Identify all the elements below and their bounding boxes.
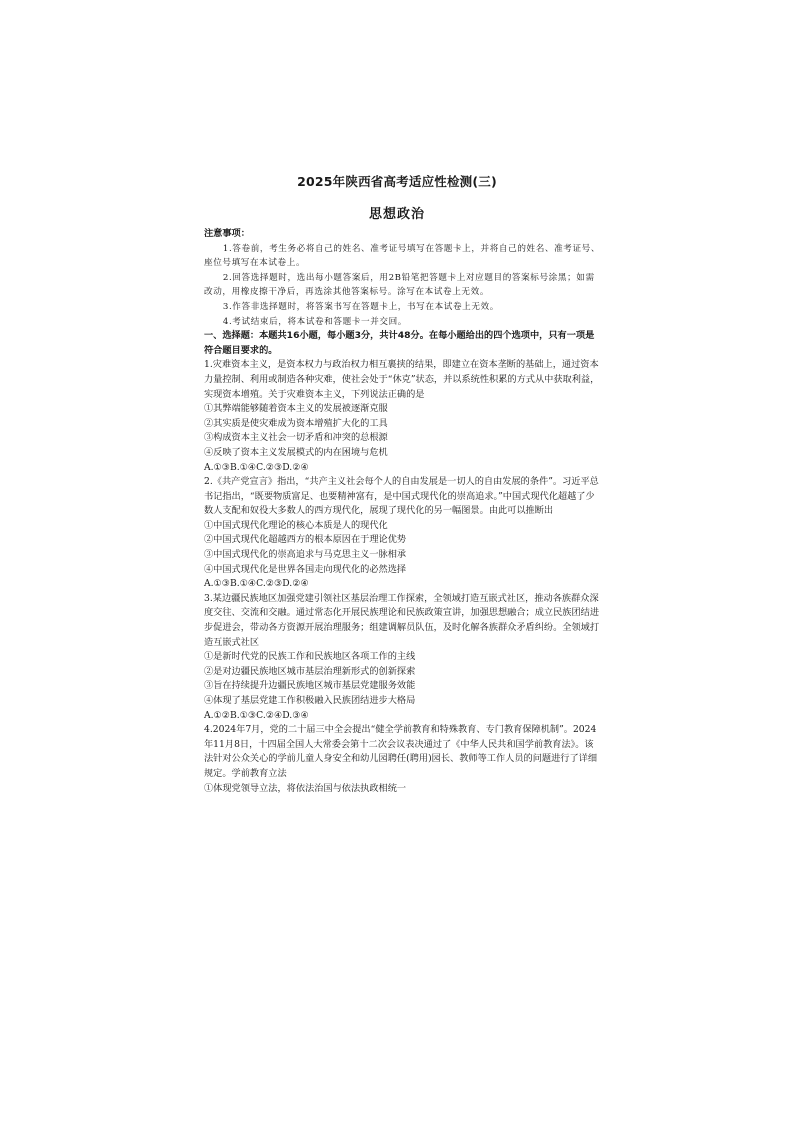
question-option: ④反映了资本主义发展模式的内在困境与危机 xyxy=(204,446,388,458)
subject-title: 思想政治 xyxy=(368,207,425,222)
question-option: ①体现党领导立法，将依法治国与依法执政相统一 xyxy=(204,782,407,794)
question-option: ④体现了基层党建工作积极融入民族团结进步大格局 xyxy=(204,695,416,706)
question-stem: 1.灾难资本主义，是资本权力与政治权力相互裹挟的结果，即建立在资本垄断的基础上，通过资本力量控制、利用或制造各种灾难，使社会处于“休克”状态，并以系统性积累的方式从中获取利益，实现资本增殖。关于灾难资本主义，下列说法正确的是 xyxy=(204,359,600,400)
question-stem: 2.《共产党宣言》指出，“共产主义社会每个人的自由发展是一切人的自由发展的条件”。习近平总书记指出，“既要物质富足、也要精神富有，是中国式现代化的崇高追求。”中国式现代化超越了少数人支配和奴役大多数人的西方现代化，展现了现代化的另一幅图景。由此可以推断出 xyxy=(204,476,599,517)
question-option: ①是新时代党的民族工作和民族地区各项工作的主线 xyxy=(204,651,416,663)
question-option: ①其弊端能够随着资本主义的发展被逐渐克服 xyxy=(204,403,388,415)
question-option: ②中国式现代化超越西方的根本原因在于理论优势 xyxy=(204,534,407,546)
question-stem: 4.2024年7月，党的二十届三中全会提出“健全学前教育和特殊教育、专门教育保障机制”。2024年11月8日，十四届全国人大常委会第十二次会议表决通过了《中华人民共和国学前教育法》。该法针对公众关心的学前儿童人身安全和幼儿园聘任(聘用)园长、教师等工作人员的问题进行了详细规定。学前教育立法 xyxy=(204,724,598,779)
question-option: ②其实质是使灾难成为资本增殖扩大化的工具 xyxy=(204,417,388,429)
question-option: ④中国式现代化是世界各国走向现代化的必然选择 xyxy=(204,563,407,575)
question-option: ③中国式现代化的崇高追求与马克思主义一脉相承 xyxy=(204,549,407,561)
notice-item: 2.回答选择题时，选出每小题答案后，用2B铅笔把答题卡上对应题目的答案标号涂黑；如需改动，用橡皮擦干净后，再选涂其他答案标号。涂写在本试卷上无效。 xyxy=(204,272,595,298)
notice-heading: 注意事项： xyxy=(204,228,250,239)
notice-item: 1.答卷前，考生务必将自己的姓名、准考证号填写在答题卡上，并将自己的姓名、准考证号、座位号填写在本试卷上。 xyxy=(204,243,601,269)
question-option: ③构成资本主义社会一切矛盾和冲突的总根源 xyxy=(204,432,388,444)
exam-title: 2025年陕西省高考适应性检测(三) xyxy=(297,174,497,189)
answer-choices: A.①②B.①③C.②④D.③④ xyxy=(204,709,309,721)
question-option: ②是对边疆民族地区城市基层治理新形式的创新探索 xyxy=(204,665,416,677)
question-option: ③旨在持续提升边疆民族地区城市基层党建服务效能 xyxy=(204,680,416,692)
exam-content xyxy=(204,227,601,796)
question-stem: 3.某边疆民族地区加强党建引领社区基层治理工作探索，全领域打造互嵌式社区，推动各族群众深度交往、交流和交融。通过常态化开展民族理论和民族政策宣讲，加强思想融合；成立民族团结进步促进会，带动各方资源开展治理服务；组建调解员队伍，及时化解各族群众矛盾纠纷。全领域打造互嵌式社区 xyxy=(204,592,600,648)
notice-item: 4.考试结束后，将本试卷和答题卡一并交回。 xyxy=(222,316,407,327)
notice-item: 3.作答非选择题时，将答案书写在答题卡上，书写在本试卷上无效。 xyxy=(222,301,499,312)
section-heading: 一、选择题：本题共16小题，每小题3分，共计48分。在每小题给出的四个选项中，只有一项是符合题目要求的。 xyxy=(204,330,595,356)
answer-choices: A.①③B.①④C.②③D.②④ xyxy=(204,578,309,590)
question-option: ①中国式现代化理论的核心本质是人的现代化 xyxy=(204,519,388,531)
answer-choices: A.①③B.①④C.②③D.②④ xyxy=(204,461,309,473)
